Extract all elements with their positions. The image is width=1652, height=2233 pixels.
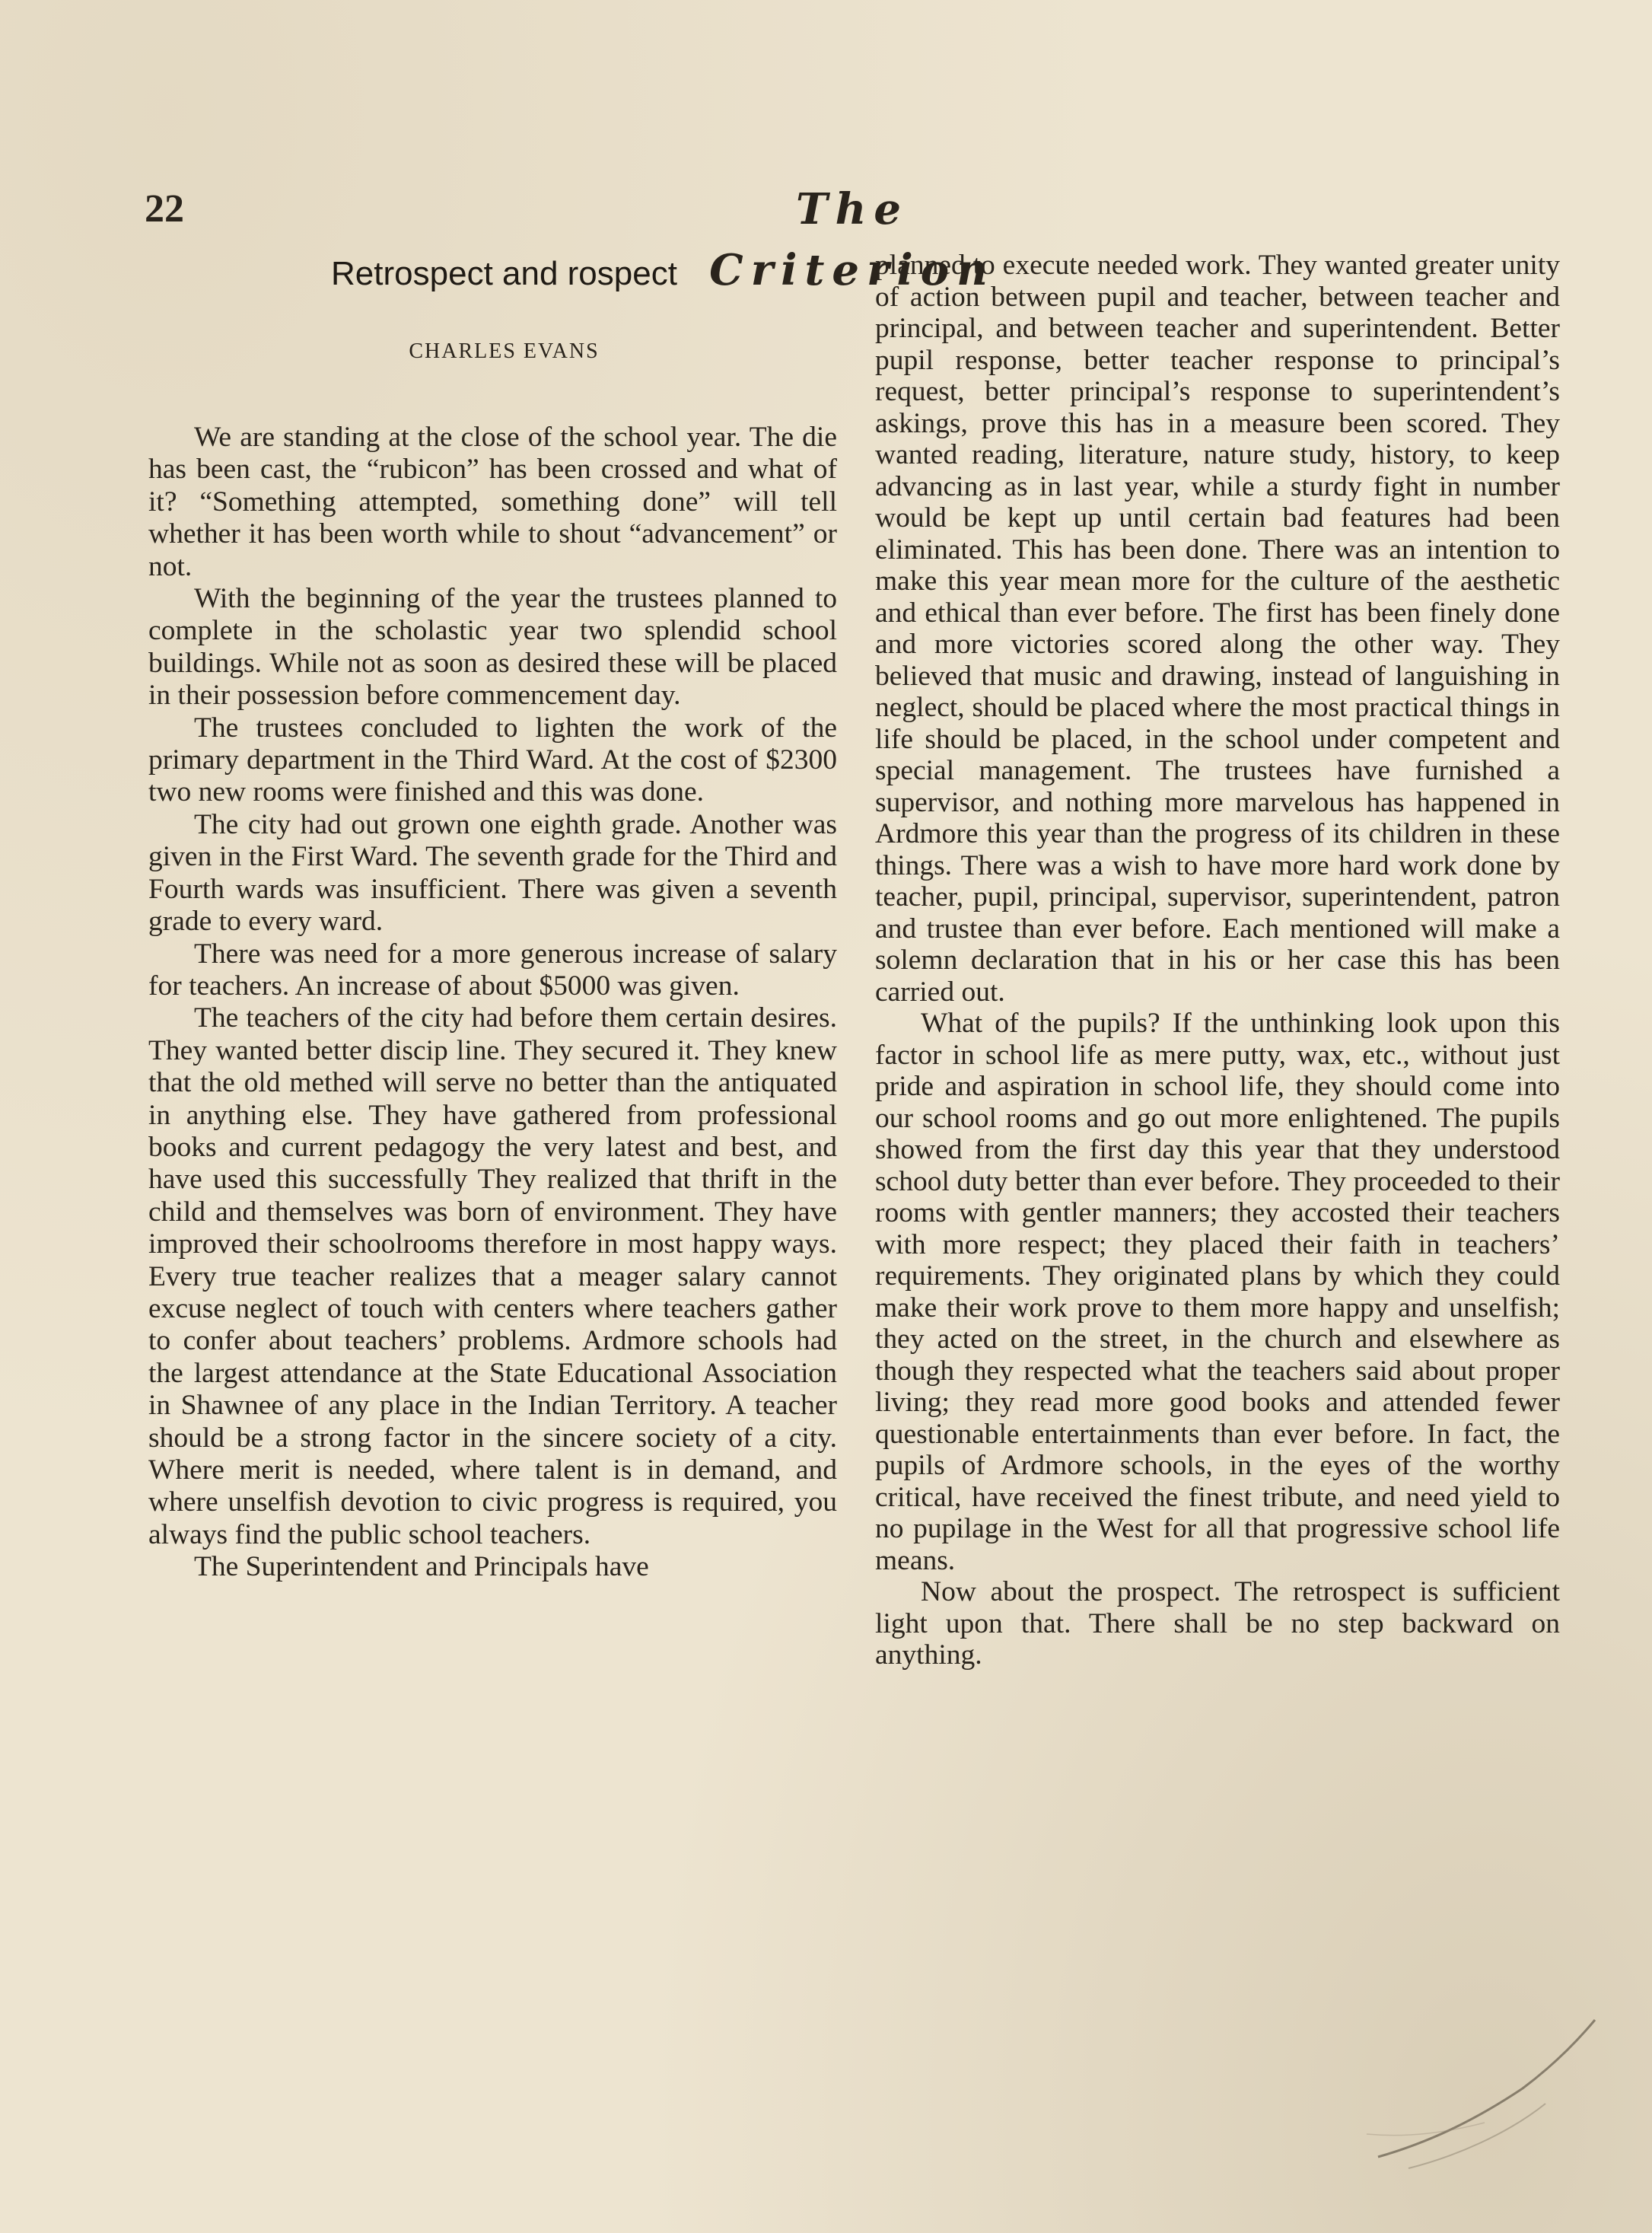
paragraph: The Superintendent and Principals have [194, 1551, 649, 1583]
paragraph: The teachers of the city had before them certain desires. They wanted better discip line. They secured it. They knew that the old methed will serve no better than the antiquated in anything else. They have gathered from professional books and current pedagogy the very latest and best, and have used this successfully They realized that thrift in the child and themselves was born of environment. They have improved their schoolrooms therefore in most happy ways. Every true teacher realizes that a meager salary cannot excuse neglect of touch with centers where teachers gather to confer about teachers’ problems. Ardmore schools had the largest attendance at the State Educational Association in Shawnee of any place in the Indian Territory. A teacher should be a strong factor in the sincere society of a city. Where merit is needed, where talent is in demand, and where unselfish devotion to civic progress is required, you always find the public school teachers. [148, 1002, 837, 1550]
article-author: CHARLES EVANS [409, 339, 600, 363]
running-title: The Criterion [709, 184, 995, 295]
left-column-text [148, 422, 837, 1584]
paragraph: Now about the prospect. The retrospect is sufficient light upon that. There shall be no step backward on anything. [875, 1576, 1560, 1671]
right-column [875, 250, 1560, 1671]
article-title: Retrospect and rospect [331, 255, 677, 292]
page-number: 22 [145, 187, 184, 231]
paragraph: There was need for a more generous increase of salary for teachers. An increase of about $5000 was given. [148, 938, 837, 1002]
paragraph: With the beginning of the year the trustees planned to complete in the scholastic year two splendid school buildings. While not as soon as desired these will be placed in their possession before commencement day. [148, 583, 837, 712]
paragraph: The city had out grown one eighth grade. Another was given in the First Ward. The seventh grade for the Third and Fourth wards was insufficient. There was given a seventh grade to every ward. [148, 808, 837, 938]
left-column [148, 251, 837, 1584]
paragraph: We are standing at the close of the school year. The die has been cast, the “rubicon” has been crossed and what of it? “Something attempted, something done” will tell whether it has been worth while to shout “advancement” or not. [148, 422, 837, 582]
page-crease-mark [1363, 2005, 1606, 2172]
paragraph: What of the pupils? If the unthinking look upon this factor in school life as mere putty, wax, etc., without just pride and aspiration in school life, they should come into our school rooms and go out more enlightened. The pupils showed from the first day this year that they understood school duty better than ever before. They proceeded to their rooms with gentler manners; they accosted their teachers with more respect; they placed their faith in teachers’ requirements. They originated plans by which they could make their work prove to them more happy and unselfish; they acted on the street, in the church and elsewhere as though they respected what the teachers said about proper living; they read more good books and attended fewer questionable entertainments than ever before. In fact, the pupils of Ardmore schools, in the eyes of the worthy critical, have received the finest tribute, and need yield to no pupilage in the West for all that progressive school life means. [875, 1008, 1560, 1576]
paragraph: The trustees concluded to lighten the work of the primary department in the Third Ward. At the cost of $2300 two new rooms were finished and this was done. [148, 712, 837, 808]
paragraph: planned to execute needed work. They wanted greater unity of action between pupil and teacher, between teacher and principal, and between teacher and superintendent. Better pupil response, better teacher response to principal’s request, better principal’s response to superintendent’s askings, prove this has in a measure been scored. They wanted reading, literature, nature study, history, to keep advancing as in last year, while a sturdy fight in number would be kept up until certain bad features had been eliminated. This has been done. There was an intention to make this year mean more for the culture of the aesthetic and ethical than ever before. The first has been finely done and more victories scored along the other way. They believed that music and drawing, instead of languishing in neglect, should be placed where the most practical things in life should be placed, in the school under competent and special management. The trustees have furnished a supervisor, and nothing more marvelous has happened in Ardmore this year than the progress of its children in these things. There was a wish to have more hard work done by teacher, pupil, principal, supervisor, superintendent, patron and trustee than ever before. Each mentioned will make a solemn declaration that in his or her case this has been carried out. [875, 250, 1560, 1008]
